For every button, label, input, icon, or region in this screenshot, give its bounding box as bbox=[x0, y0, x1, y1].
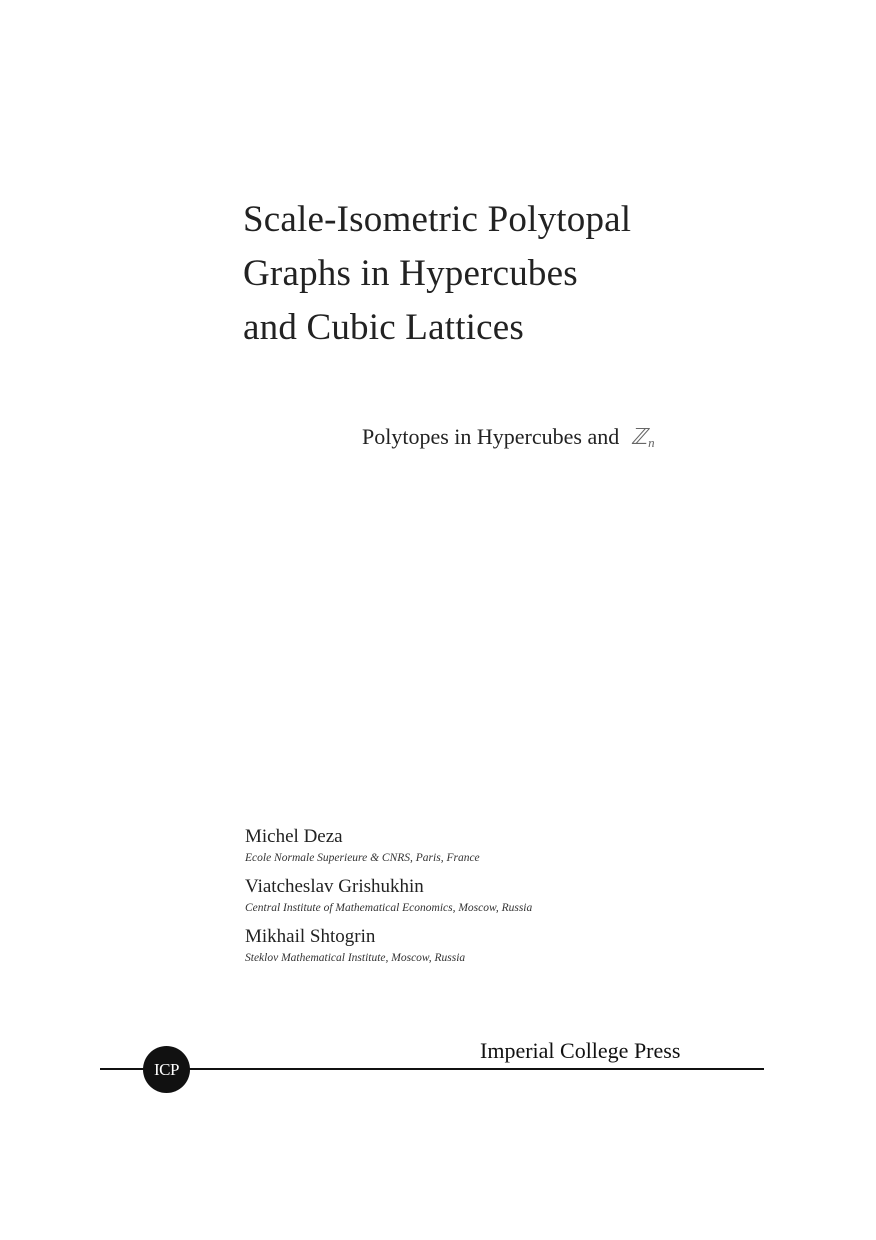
author-entry bbox=[245, 874, 765, 916]
book-subtitle bbox=[362, 420, 656, 460]
author-affiliation: Ecole Normale Superieure & CNRS, Paris, France bbox=[245, 852, 480, 864]
author-name: Michel Deza bbox=[245, 826, 343, 847]
publisher-name: Imperial College Press bbox=[480, 1038, 681, 1063]
author-list bbox=[245, 824, 765, 974]
author-affiliation: Central Institute of Mathematical Economics, Moscow, Russia bbox=[245, 902, 533, 914]
title-line-2: Graphs in Hypercubes bbox=[243, 253, 578, 294]
author-name: Viatcheslav Grishukhin bbox=[245, 876, 424, 897]
title-line-1: Scale-Isometric Polytopal bbox=[243, 199, 632, 240]
author-entry bbox=[245, 924, 765, 966]
title-line-3: and Cubic Lattices bbox=[243, 307, 525, 348]
zn-subscript: n bbox=[648, 435, 656, 450]
author-name: Mikhail Shtogrin bbox=[245, 926, 376, 947]
publisher-rule bbox=[100, 1068, 764, 1070]
publisher-logo: ICP bbox=[143, 1046, 190, 1093]
zn-letter: ℤ bbox=[630, 424, 649, 449]
author-affiliation: Steklov Mathematical Institute, Moscow, Russia bbox=[245, 952, 466, 964]
subtitle-text: Polytopes in Hypercubes and bbox=[362, 424, 620, 449]
author-entry bbox=[245, 824, 765, 866]
book-title bbox=[243, 193, 723, 355]
zn-symbol bbox=[631, 424, 656, 449]
